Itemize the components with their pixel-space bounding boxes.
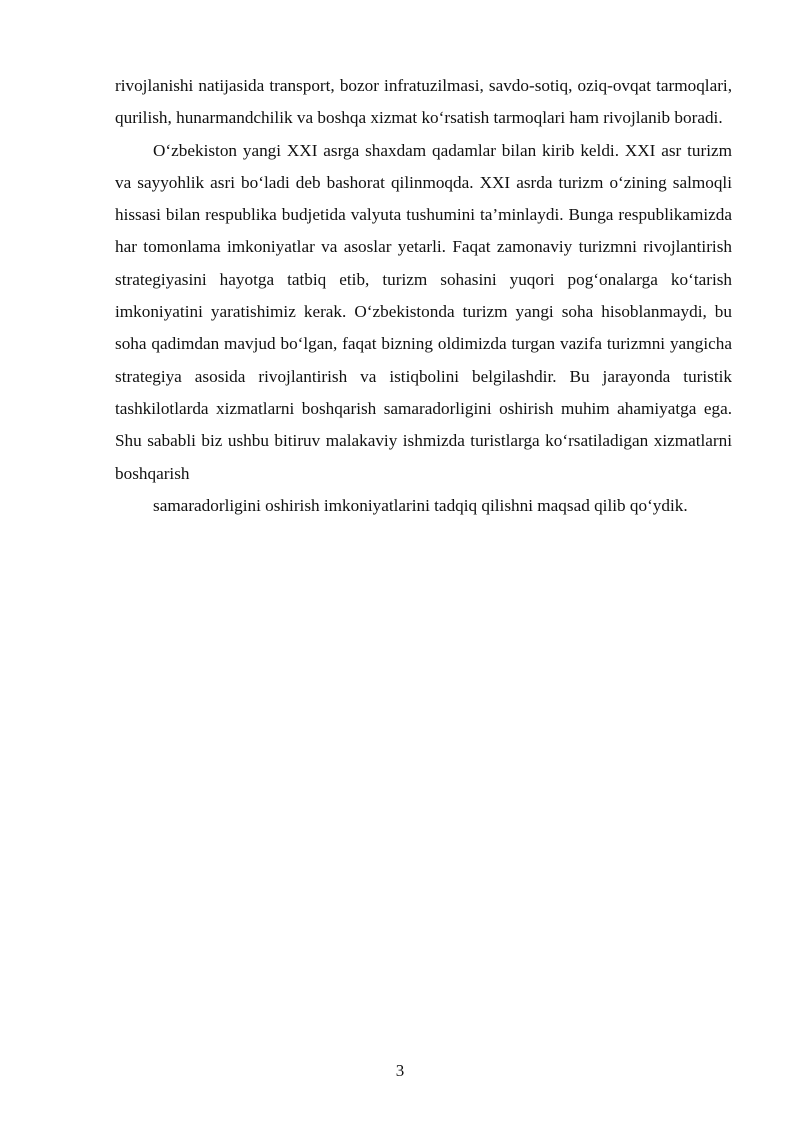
page-number: 3 — [395, 1061, 405, 1080]
body-text — [115, 70, 732, 522]
paragraph-main: O‘zbekiston yangi XXI asrga shaxdam qadamlar bilan kirib keldi. XXI asr turizm va sayyohlik asri bo‘ladi deb bashorat qilinmoqda. XXI asrda turizm o‘zining salmoqli hissasi bilan respublika budjetida valyuta tushumini ta’minlaydi. Bunga respublikamizda har tomonlama imkoniyatlar va asoslar yetarli. Faqat zamonaviy turizmni rivojlantirish strategiyasini hayotga tatbiq etib, turizm sohasini yuqori pog‘onalarga ko‘tarish imkoniyatini yaratishimiz kerak. O‘zbekistonda turizm yangi soha hisoblanmaydi, bu soha qadimdan mavjud bo‘lgan, faqat bizning oldimizda turgan vazifa turizmni yangicha strategiya asosida rivojlantirish va istiqbolini belgilashdir. Bu jarayonda turistik tashkilotlarda xizmatlarni boshqarish samaradorligini oshirish muhim ahamiyatga ega. Shu sababli biz ushbu bitiruv malakaviy ishmizda turistlarga ko‘rsatiladigan xizmatlarni boshqarish — [115, 140, 732, 483]
paragraph-continuation: rivojlanishi natijasida transport, bozor infratuzilmasi, savdo-sotiq, oziq-ovqat tarmoqlari, qurilish, hunarmandchilik va boshqa xizmat ko‘rsatish tarmoqlari ham rivojlanib boradi. — [115, 76, 732, 128]
paragraph-closing: samaradorligini oshirish imkoniyatlarini tadqiq qilishni maqsad qilib qo‘ydik. — [153, 495, 688, 515]
